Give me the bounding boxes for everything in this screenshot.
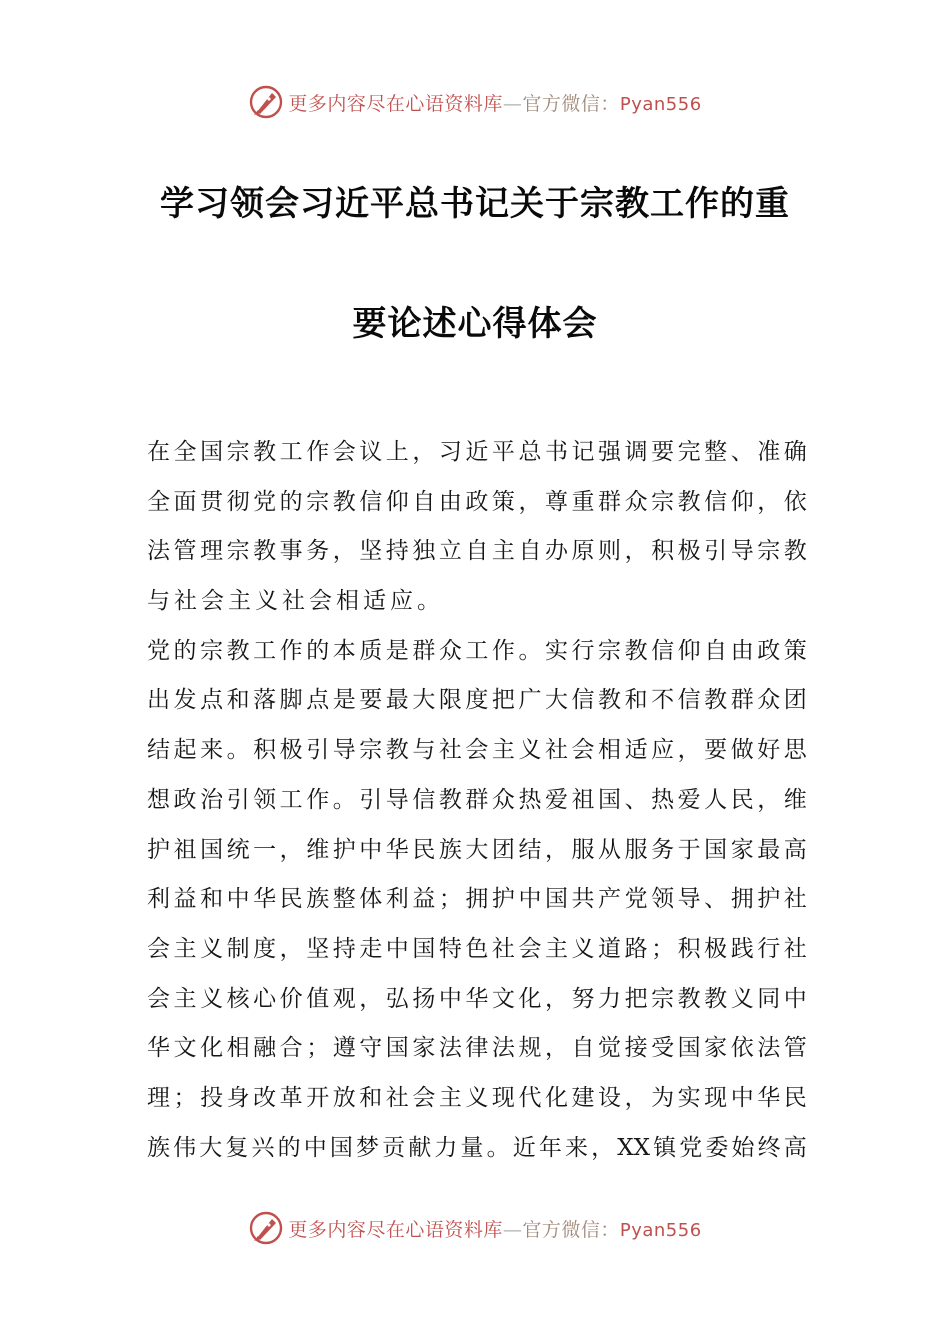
body-line: 法 管 理 宗 教 事 务 ， 坚 持 独 立 自 主 自 办 原 则 ， 积 极 引 导 宗 教 xyxy=(147,538,807,565)
body-line: 出 发 点 和 落 脚 点 是 要 最 大 限 度 把 广 大 信 教 和 不 信 教 群 众 团 xyxy=(147,687,807,714)
body-line: 会 主 义 核 心 价 值 观 ， 弘 扬 中 华 文 化 ， 努 力 把 宗 教 教 义 同 中 xyxy=(147,985,807,1012)
header-banner-label: 官方微信： xyxy=(522,92,620,115)
header-banner-wechat-id: Pyan556 xyxy=(619,93,702,115)
body-line: 党 的 宗 教 工 作 的 本 质 是 群 众 工 作 。 实 行 宗 教 信 仰 自 由 政 策 xyxy=(147,637,807,664)
footer-banner-text xyxy=(288,1215,701,1242)
pen-nib-logo-icon xyxy=(248,1210,284,1246)
body-line: 族 伟 大 复 兴 的 中 国 梦 贡 献 力 量 。 近 年 来 ， XX 镇 党 委 始 终 高 xyxy=(147,1134,807,1161)
document-title-line-2: 要论述心得体会 xyxy=(352,304,598,344)
body-line: 华 文 化 相 融 合 ； 遵 守 国 家 法 律 法 规 ， 自 觉 接 受 国 家 依 法 管 xyxy=(147,1035,807,1062)
footer-banner-label: 官方微信： xyxy=(522,1218,620,1241)
document-title-line-1: 学习领会习近平总书记关于宗教工作的重 xyxy=(160,184,790,224)
body-line: 理 ； 投 身 改 革 开 放 和 社 会 主 义 现 代 化 建 设 ， 为 实 现 中 华 民 xyxy=(147,1084,807,1111)
header-banner-separator: — xyxy=(502,92,523,115)
body-line: 全 面 贯 彻 党 的 宗 教 信 仰 自 由 政 策 ， 尊 重 群 众 宗 教 信 仰 ， 依 xyxy=(147,488,807,515)
body-line: 利 益 和 中 华 民 族 整 体 利 益 ； 拥 护 中 国 共 产 党 领 导 、 拥 护 社 xyxy=(147,886,807,913)
body-line: 与社会主义社会相适应。 xyxy=(147,588,444,615)
footer-banner xyxy=(0,1208,950,1248)
header-banner xyxy=(0,82,950,122)
document-body xyxy=(147,428,807,1173)
body-line: 会 主 义 制 度 ， 坚 持 走 中 国 特 色 社 会 主 义 道 路 ； 积 极 践 行 社 xyxy=(147,935,807,962)
body-line: 护 祖 国 统 一 ， 维 护 中 华 民 族 大 团 结 ， 服 从 服 务 于 国 家 最 高 xyxy=(147,836,807,863)
pen-nib-logo-icon xyxy=(248,84,284,120)
header-banner-main: 更多内容尽在心语资料库 xyxy=(288,92,503,115)
body-line: 想 政 治 引 领 工 作 。 引 导 信 教 群 众 热 爱 祖 国 、 热 爱 人 民 ， 维 xyxy=(147,786,807,813)
footer-banner-main: 更多内容尽在心语资料库 xyxy=(288,1218,503,1241)
header-banner-text xyxy=(288,89,701,116)
footer-banner-wechat-id: Pyan556 xyxy=(619,1219,702,1241)
body-line: 在 全 国 宗 教 工 作 会 议 上 ， 习 近 平 总 书 记 强 调 要 完 整 、 准 确 xyxy=(147,439,807,465)
footer-banner-separator: — xyxy=(502,1218,523,1241)
body-line: 结 起 来 。 积 极 引 导 宗 教 与 社 会 主 义 社 会 相 适 应 ， 要 做 好 思 xyxy=(147,737,807,764)
